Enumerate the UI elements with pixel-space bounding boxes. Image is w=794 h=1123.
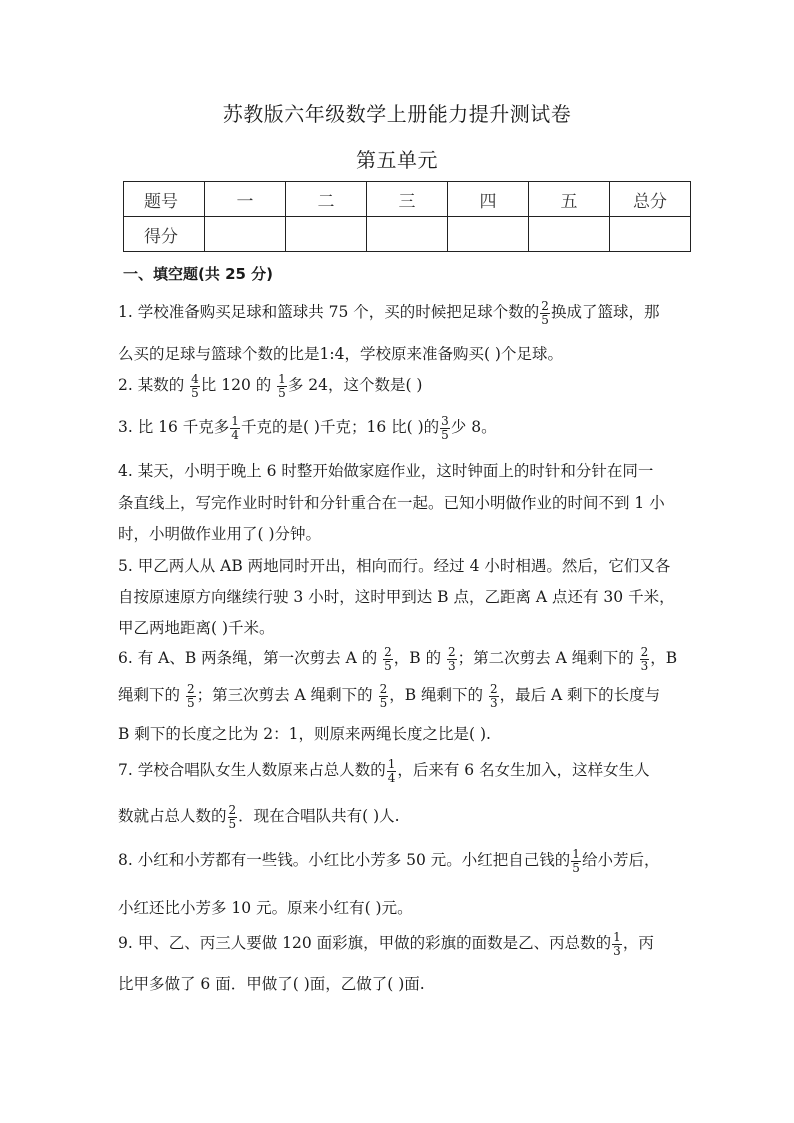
score-header-cell: 总分 bbox=[610, 182, 691, 217]
fraction-2-5: $\frac{2}{5}$ bbox=[384, 645, 392, 673]
score-header-cell: 三 bbox=[367, 182, 448, 217]
score-input-cell[interactable] bbox=[205, 217, 286, 252]
score-table-score-row bbox=[124, 217, 691, 252]
question-7-line-1: 7. 学校合唱队女生人数原来占总人数的 $\frac{1}{4}$ ，后来有 6 名女生加入，这样女生人 bbox=[118, 757, 650, 785]
score-header-cell: 五 bbox=[529, 182, 610, 217]
score-input-cell[interactable] bbox=[610, 217, 691, 252]
score-header-cell: 四 bbox=[448, 182, 529, 217]
question-1-line-1: 1. 学校准备购买足球和篮球共 75 个，买的时候把足球个数的 $\frac{2}{5}$ 换成了篮球，那 bbox=[118, 299, 660, 327]
question-8-line-2: 小红还比小芳多 10 元。原来小红有( )元。 bbox=[118, 899, 413, 917]
fraction-1-4: $\frac{1}{4}$ bbox=[387, 757, 396, 785]
score-input-cell[interactable] bbox=[367, 217, 448, 252]
fraction-1-5: $\frac{1}{5}$ bbox=[278, 372, 286, 400]
question-1-line-2: 么买的足球与篮球个数的比是1:4，学校原来准备购买( )个足球。 bbox=[118, 345, 563, 363]
question-6-line-2: 绳剩下的 $\frac{2}{5}$ ；第三次剪去 A 绳剩下的 $\frac{2}{5}$ ，B 绳剩下的 $\frac{2}{3}$ ，最后 A 剩下的长度与 bbox=[118, 682, 661, 710]
fraction-1-3: $\frac{1}{3}$ bbox=[613, 930, 621, 958]
question-9-line-1: 9. 甲、乙、丙三人要做 120 面彩旗，甲做的彩旗的面数是乙、丙总数的 $\frac{1}{3}$ ，丙 bbox=[118, 930, 654, 958]
question-5-line-2: 自按原速原方向继续行驶 3 小时，这时甲到达 B 点，乙距离 A 点还有 30 千米， bbox=[118, 588, 675, 606]
question-5-line-3: 甲乙两地距离( )千米。 bbox=[118, 619, 275, 637]
score-header-cell: 题号 bbox=[124, 182, 205, 217]
fraction-2-3: $\frac{2}{3}$ bbox=[640, 645, 649, 673]
page-title: 苏教版六年级数学上册能力提升测试卷 bbox=[222, 102, 572, 126]
fraction-2-3: $\frac{2}{3}$ bbox=[489, 682, 498, 710]
question-4-line-1: 4. 某天，小明于晚上 6 时整开始做家庭作业，这时钟面上的时针和分针在同一 bbox=[118, 462, 654, 480]
score-header-cell: 二 bbox=[286, 182, 367, 217]
fraction-2-5: $\frac{2}{5}$ bbox=[379, 682, 388, 710]
score-row-label: 得分 bbox=[124, 217, 205, 252]
page-subtitle: 第五单元 bbox=[356, 148, 438, 172]
question-2: 2. 某数的 $\frac{4}{5}$ 比 120 的 $\frac{1}{5}$ 多 24，这个数是( ) bbox=[118, 372, 423, 400]
score-input-cell[interactable] bbox=[286, 217, 367, 252]
question-6-line-1: 6. 有 A、B 两条绳，第一次剪去 A 的 $\frac{2}{5}$ ，B 的 $\frac{2}{3}$ ；第二次剪去 A 绳剩下的 $\frac{2}{3}$ ，B bbox=[118, 645, 678, 673]
fraction-2-3: $\frac{2}{3}$ bbox=[448, 645, 456, 673]
question-4-line-3: 时，小明做作业用了( )分钟。 bbox=[118, 525, 322, 543]
score-input-cell[interactable] bbox=[448, 217, 529, 252]
score-header-cell: 一 bbox=[205, 182, 286, 217]
fraction-1-4: $\frac{1}{4}$ bbox=[231, 414, 239, 442]
question-9-line-2: 比甲多做了 6 面．甲做了( )面，乙做了( )面. bbox=[118, 975, 425, 993]
section-heading: 一、填空题(共 25 分) bbox=[123, 265, 274, 283]
fraction-1-5: $\frac{1}{5}$ bbox=[572, 847, 580, 875]
question-8-line-1: 8. 小红和小芳都有一些钱。小红比小芳多 50 元。小红把自己钱的 $\frac{1}{5}$ 给小芳后， bbox=[118, 847, 660, 875]
question-4-line-2: 条直线上，写完作业时时针和分针重合在一起。已知小明做作业的时间不到 1 小 bbox=[118, 494, 665, 512]
fraction-2-5: $\frac{2}{5}$ bbox=[541, 299, 549, 327]
question-6-line-3: B 剩下的长度之比为 2：1，则原来两绳长度之比是( ). bbox=[118, 725, 491, 743]
question-3: 3. 比 16 千克多 $\frac{1}{4}$ 千克的是( )千克；16 比( )的 $\frac{3}{5}$ 少 8。 bbox=[118, 414, 497, 442]
score-table bbox=[123, 181, 691, 252]
fraction-3-5: $\frac{3}{5}$ bbox=[441, 414, 449, 442]
fraction-4-5: $\frac{4}{5}$ bbox=[191, 372, 199, 400]
fraction-2-5: $\frac{2}{5}$ bbox=[228, 803, 237, 831]
score-table-header-row bbox=[124, 182, 691, 217]
fraction-2-5: $\frac{2}{5}$ bbox=[186, 682, 195, 710]
question-5-line-1: 5. 甲乙两人从 AB 两地同时开出，相向而行。经过 4 小时相遇。然后，它们又各 bbox=[118, 557, 671, 575]
score-input-cell[interactable] bbox=[529, 217, 610, 252]
question-7-line-2: 数就占总人数的 $\frac{2}{5}$ ．现在合唱队共有( )人. bbox=[118, 803, 400, 831]
